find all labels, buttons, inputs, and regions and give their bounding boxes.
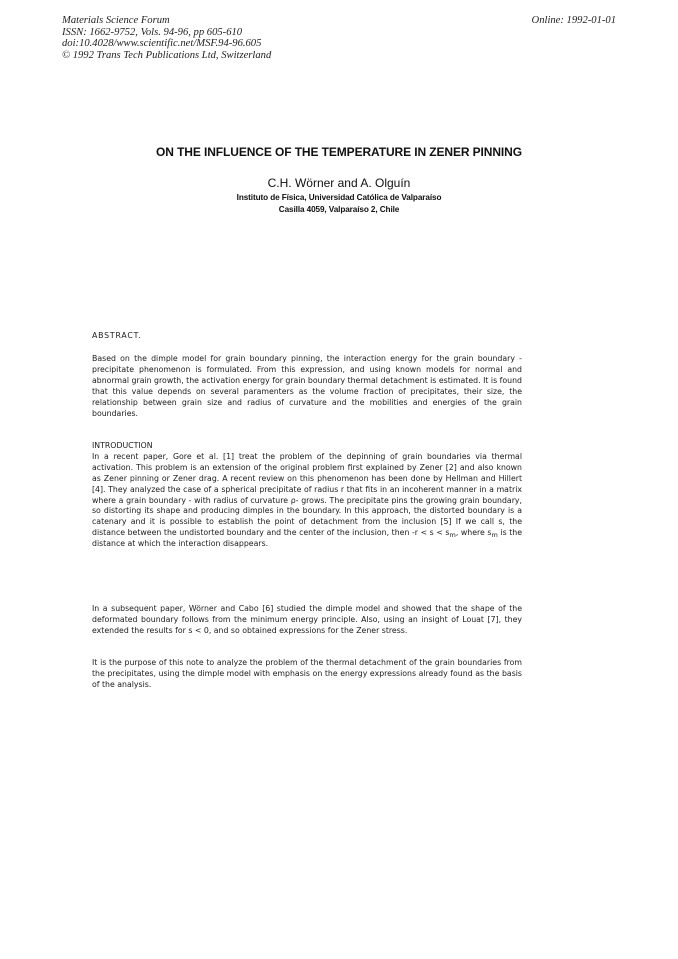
affiliation <box>0 192 678 215</box>
abstract-heading-block <box>92 331 522 342</box>
introduction-paragraph-3-block <box>92 658 522 691</box>
introduction-paragraph-3: It is the purpose of this note to analyze the problem of the thermal detachment of the grain boundaries from the precipitates, using the dimple model with emphasis on the energy expressions already found as the basis of the analysis. <box>92 658 522 689</box>
paper-authors: C.H. Wörner and A. Olguín <box>267 176 411 190</box>
abstract-heading: ABSTRACT. <box>92 331 142 340</box>
doi-line: doi:10.4028/www.scientific.net/MSF.94-96.605 <box>62 38 262 50</box>
intro-p1-text-b: , where s <box>455 528 492 538</box>
issn-line: ISSN: 1662-9752, Vols. 94-96, pp 605-610 <box>62 26 243 38</box>
introduction-section <box>92 441 522 550</box>
abstract-section <box>92 354 522 419</box>
intro-p1-subscript-a: m <box>449 531 456 540</box>
affiliation-institute: Instituto de Física, Universidad Católica de Valparaíso <box>236 193 442 202</box>
intro-p1-text-a: In a recent paper, Gore et al. [1] treat the problem of the depinning of grain boundaries via thermal activation. This problem is an extension of the original problem first explained by Zener [2] and also known as Zener pinning or Zener drag. A recent review on this phenomenon has been done by Hellman and Hillert [4]. They analyzed the case of a spherical precipitate of radius r that fits in an incoherent manner in a matrix where a grain boundary - with radius of curvature ρ- grows. The precipitate pins the growing grain boundary, so distorting its shape and producing dimples in the boundary. In this approach, the distorted boundary is a catenary and it is possible to establish the point of detachment from the inclusion [5] If we call s, the distance between the undistorted boundary and the center of the inclusion, then -r < s < s <box>92 451 522 538</box>
introduction-paragraph-1 <box>92 452 522 550</box>
affiliation-address: Casilla 4059, Valparaíso 2, Chile <box>278 204 400 214</box>
introduction-heading: INTRODUCTION <box>92 441 153 450</box>
citation-block <box>62 15 271 61</box>
intro-p1-text-c: is the distance at which the interaction disappears. <box>92 528 522 549</box>
intro-p1-subscript-b: m <box>491 531 498 540</box>
paper-title: ON THE INFLUENCE OF THE TEMPERATURE IN ZENER PINNING <box>156 145 522 159</box>
online-date: Online: 1992-01-01 <box>531 15 616 26</box>
introduction-paragraph-2-block <box>92 604 522 637</box>
journal-name: Materials Science Forum <box>62 15 170 26</box>
copyright-line: © 1992 Trans Tech Publications Ltd, Switzerland <box>62 49 272 61</box>
abstract-text: Based on the dimple model for grain boundary pinning, the interaction energy for the grain boundary - precipitate phenomenon is formulated. From this expression, and using known models for normal and abnormal grain growth, the activation energy for grain boundary thermal detachment is estimated. It is found that this value depends on several paramenters as the volume fraction of precipitates, their size, the relationship between grain size and radius of curvature and the mobilities and energies of the grain boundaries. <box>92 354 522 418</box>
introduction-paragraph-2: In a subsequent paper, Wörner and Cabo [6] studied the dimple model and showed that the shape of the deformated boundary follows from the minimum energy principle. Also, using an insight of Louat [7], they extended the results for s < 0, and so obtained expressions for the Zener stress. <box>92 604 522 635</box>
